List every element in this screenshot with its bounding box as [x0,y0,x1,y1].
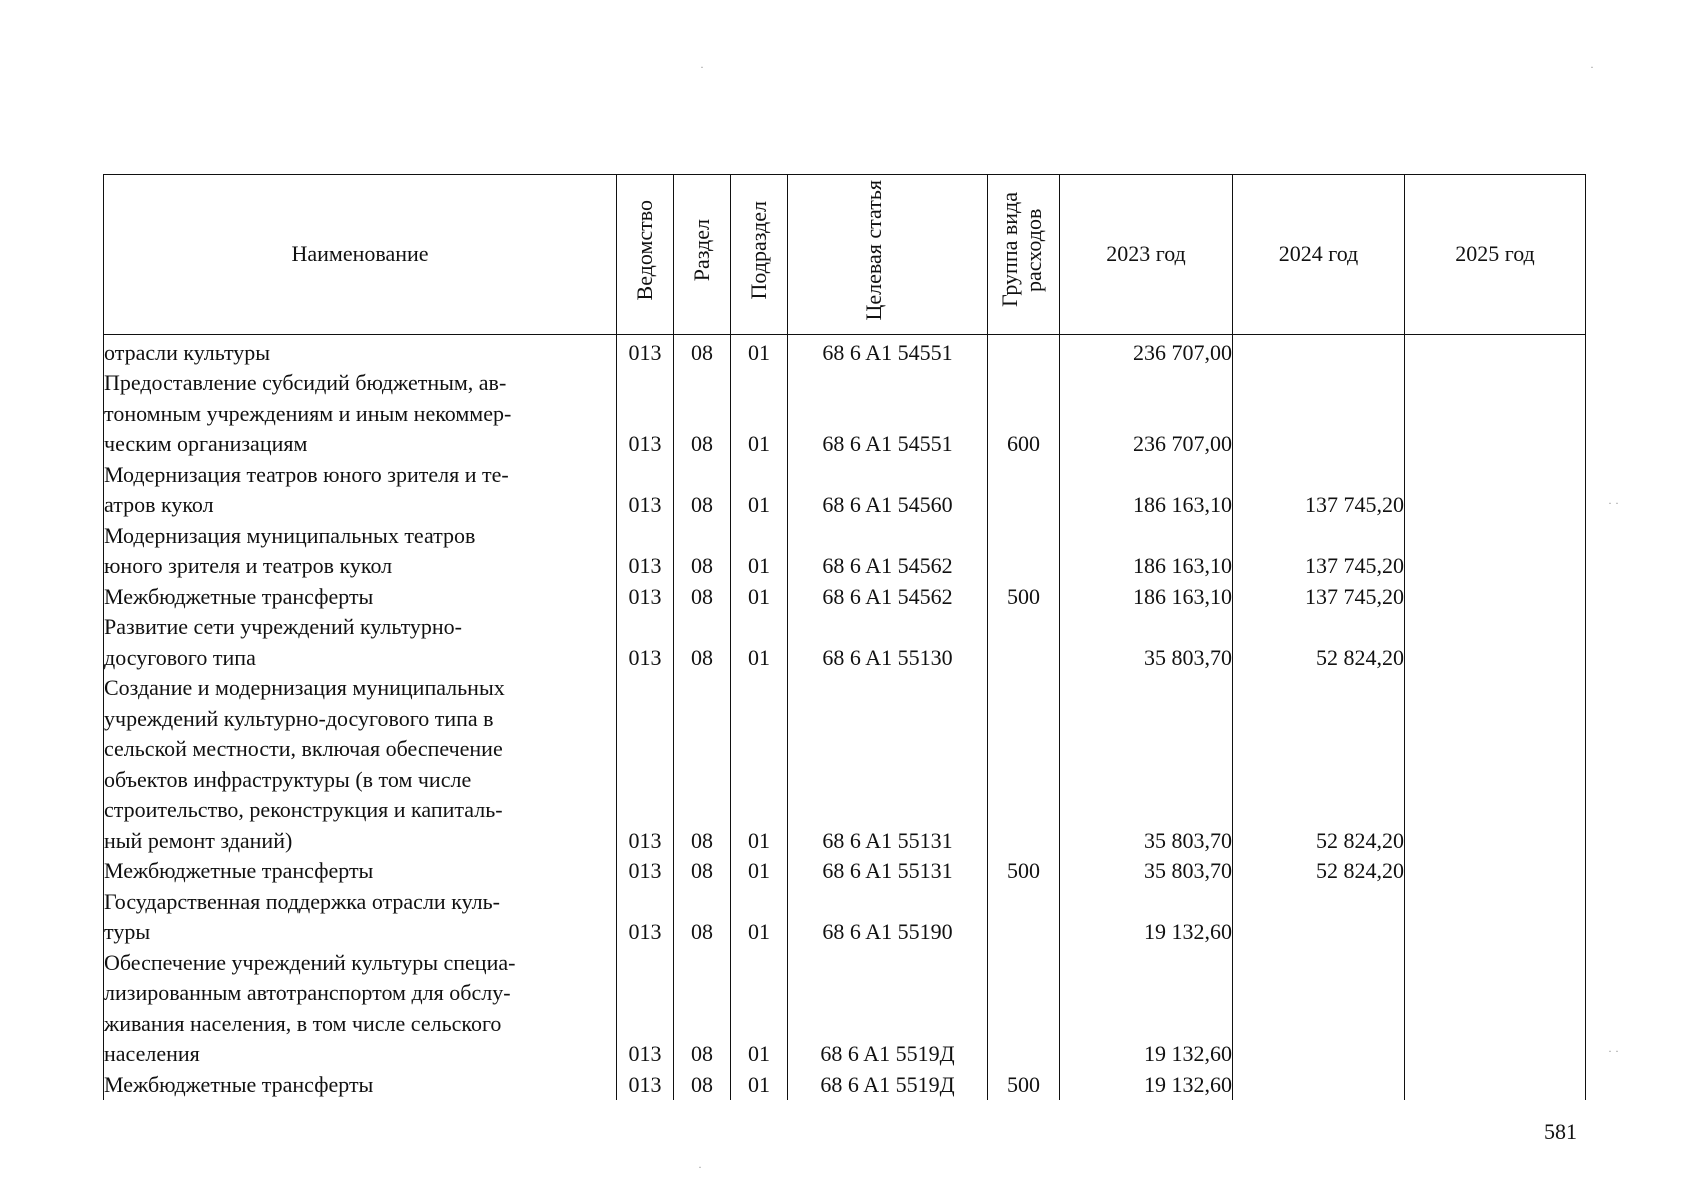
cell-name [104,673,617,856]
cell-expense-group [988,673,1060,856]
cell-2024 [1233,1070,1405,1101]
cell-target-item: 68 6 A1 55130 [788,612,988,673]
cell-2024: 137 745,20 [1233,460,1405,521]
cell-name-line: Обеспечение учреждений культуры специа- [104,949,516,975]
cell-name [104,582,617,613]
cell-target-item: 68 6 A1 54560 [788,460,988,521]
cell-name-line: Модернизация муниципальных театров [104,522,476,548]
cell-subsection: 01 [731,856,788,887]
cell-expense-group: 500 [988,582,1060,613]
table-row [104,521,1586,582]
cell-target-item: 68 6 A1 5519Д [788,1070,988,1101]
cell-2023: 35 803,70 [1060,856,1233,887]
cell-subsection: 01 [731,582,788,613]
page-number: 581 [1544,1119,1577,1144]
cell-name-line: тономным учреждениям и иным некоммер- [104,400,512,426]
cell-expense-group [988,521,1060,582]
scan-speck: · · [1608,496,1619,510]
cell-name-line: Развитие сети учреждений культурно- [104,614,463,639]
table-row [104,887,1586,948]
cell-subsection: 01 [731,612,788,673]
cell-2024: 52 824,20 [1233,673,1405,856]
table-row [104,948,1586,1070]
cell-section: 08 [674,334,731,368]
cell-section: 08 [674,948,731,1070]
cell-target-item: 68 6 A1 54562 [788,582,988,613]
cell-name-line: Межбюджетные трансферты [104,858,374,883]
cell-name [104,460,617,521]
cell-2025 [1405,368,1586,460]
cell-expense-group: 500 [988,856,1060,887]
cell-name-line: Межбюджетные трансферты [104,1071,374,1097]
cell-2025 [1405,612,1586,673]
table-row [104,334,1586,368]
cell-name-line: объектов инфраструктуры (в том числе [104,766,472,792]
cell-name-line: ческим организациям [104,431,308,456]
cell-2025 [1405,948,1586,1070]
header-section: Раздел [674,175,731,335]
cell-expense-group: 600 [988,368,1060,460]
budget-table [103,174,1586,1100]
cell-section: 08 [674,460,731,521]
cell-department: 013 [617,368,674,460]
cell-section: 08 [674,1070,731,1101]
header-name: Наименование [104,175,617,335]
cell-expense-group [988,887,1060,948]
cell-name-line: атров кукол [104,492,214,517]
cell-name-line: Межбюджетные трансферты [104,583,374,609]
scan-speck: · [700,60,704,74]
cell-department: 013 [617,334,674,368]
cell-2023: 19 132,60 [1060,1070,1233,1101]
cell-name-line: учреждений культурно-досугового типа в [104,705,494,731]
cell-section: 08 [674,368,731,460]
cell-2023: 35 803,70 [1060,612,1233,673]
cell-2023: 19 132,60 [1060,887,1233,948]
cell-target-item: 68 6 A1 54551 [788,334,988,368]
table-row [104,460,1586,521]
cell-name [104,368,617,460]
table-row [104,1070,1586,1101]
cell-subsection: 01 [731,334,788,368]
cell-2024: 137 745,20 [1233,521,1405,582]
cell-name-line: Предоставление субсидий бюджетным, ав- [104,370,507,395]
cell-2024: 52 824,20 [1233,856,1405,887]
cell-2024 [1233,948,1405,1070]
cell-2024 [1233,334,1405,368]
table-row [104,612,1586,673]
cell-department: 013 [617,582,674,613]
cell-expense-group [988,948,1060,1070]
cell-name-line: досугового типа [104,644,256,670]
cell-2023: 236 707,00 [1060,334,1233,368]
cell-name-line: сельской местности, включая обеспечение [104,736,503,761]
cell-subsection: 01 [731,521,788,582]
table-row [104,673,1586,856]
cell-name-line: живания населения, в том числе сельского [104,1010,502,1036]
cell-2025 [1405,334,1586,368]
cell-2023: 186 163,10 [1060,521,1233,582]
header-2025: 2025 год [1405,175,1586,335]
cell-name-line: туры [104,919,151,944]
cell-department: 013 [617,887,674,948]
cell-expense-group [988,460,1060,521]
cell-subsection: 01 [731,1070,788,1101]
cell-2025 [1405,521,1586,582]
cell-target-item: 68 6 A1 54551 [788,368,988,460]
cell-department: 013 [617,1070,674,1101]
cell-section: 08 [674,582,731,613]
header-row [104,175,1586,335]
cell-name-line: юного зрителя и театров кукол [104,553,393,578]
cell-expense-group [988,334,1060,368]
cell-target-item: 68 6 A1 5519Д [788,948,988,1070]
header-department: Ведомство [617,175,674,335]
cell-2023: 19 132,60 [1060,948,1233,1070]
cell-2025 [1405,673,1586,856]
header-2023: 2023 год [1060,175,1233,335]
cell-name-line: лизированным автотранспортом для обслу- [104,980,511,1005]
cell-name-line: населения [104,1041,200,1066]
cell-name [104,856,617,887]
cell-expense-group: 500 [988,1070,1060,1101]
cell-subsection: 01 [731,948,788,1070]
cell-2023: 186 163,10 [1060,582,1233,613]
cell-2024 [1233,887,1405,948]
cell-name-line: строительство, реконструкция и капиталь- [104,797,503,822]
cell-name-line: Государственная поддержка отрасли куль- [104,888,500,914]
cell-department: 013 [617,612,674,673]
cell-2025 [1405,460,1586,521]
cell-section: 08 [674,612,731,673]
cell-target-item: 68 6 A1 54562 [788,521,988,582]
scan-speck: · [698,1160,702,1174]
cell-name-line: ный ремонт зданий) [104,827,293,853]
cell-subsection: 01 [731,368,788,460]
cell-name [104,521,617,582]
cell-section: 08 [674,673,731,856]
cell-target-item: 68 6 A1 55131 [788,856,988,887]
table-row [104,856,1586,887]
cell-2023: 236 707,00 [1060,368,1233,460]
cell-2025 [1405,856,1586,887]
cell-name [104,1070,617,1101]
cell-department: 013 [617,460,674,521]
cell-2023: 35 803,70 [1060,673,1233,856]
cell-department: 013 [617,948,674,1070]
cell-name-line: Модернизация театров юного зрителя и те- [104,461,509,487]
cell-2024: 52 824,20 [1233,612,1405,673]
table-body [104,334,1586,1100]
cell-2025 [1405,1070,1586,1101]
cell-section: 08 [674,887,731,948]
table-row [104,582,1586,613]
cell-2024 [1233,368,1405,460]
cell-2025 [1405,582,1586,613]
scan-speck: · [1590,60,1594,74]
cell-2023: 186 163,10 [1060,460,1233,521]
cell-department: 013 [617,521,674,582]
header-expense-group: Группа вида расходов [988,175,1060,335]
cell-department: 013 [617,856,674,887]
cell-expense-group [988,612,1060,673]
cell-target-item: 68 6 A1 55131 [788,673,988,856]
cell-2024: 137 745,20 [1233,582,1405,613]
header-target-item: Целевая статья [788,175,988,335]
cell-department: 013 [617,673,674,856]
header-subsection: Подраздел [731,175,788,335]
cell-name [104,334,617,368]
scan-speck: · · [1608,1044,1619,1058]
header-2024: 2024 год [1233,175,1405,335]
cell-section: 08 [674,521,731,582]
cell-2025 [1405,887,1586,948]
cell-section: 08 [674,856,731,887]
cell-name-line: отрасли культуры [104,339,271,365]
cell-name-line: Создание и модернизация муниципальных [104,675,505,700]
cell-name [104,612,617,673]
cell-subsection: 01 [731,460,788,521]
cell-subsection: 01 [731,887,788,948]
cell-subsection: 01 [731,673,788,856]
cell-name [104,887,617,948]
cell-name [104,948,617,1070]
table-row [104,368,1586,460]
cell-target-item: 68 6 A1 55190 [788,887,988,948]
